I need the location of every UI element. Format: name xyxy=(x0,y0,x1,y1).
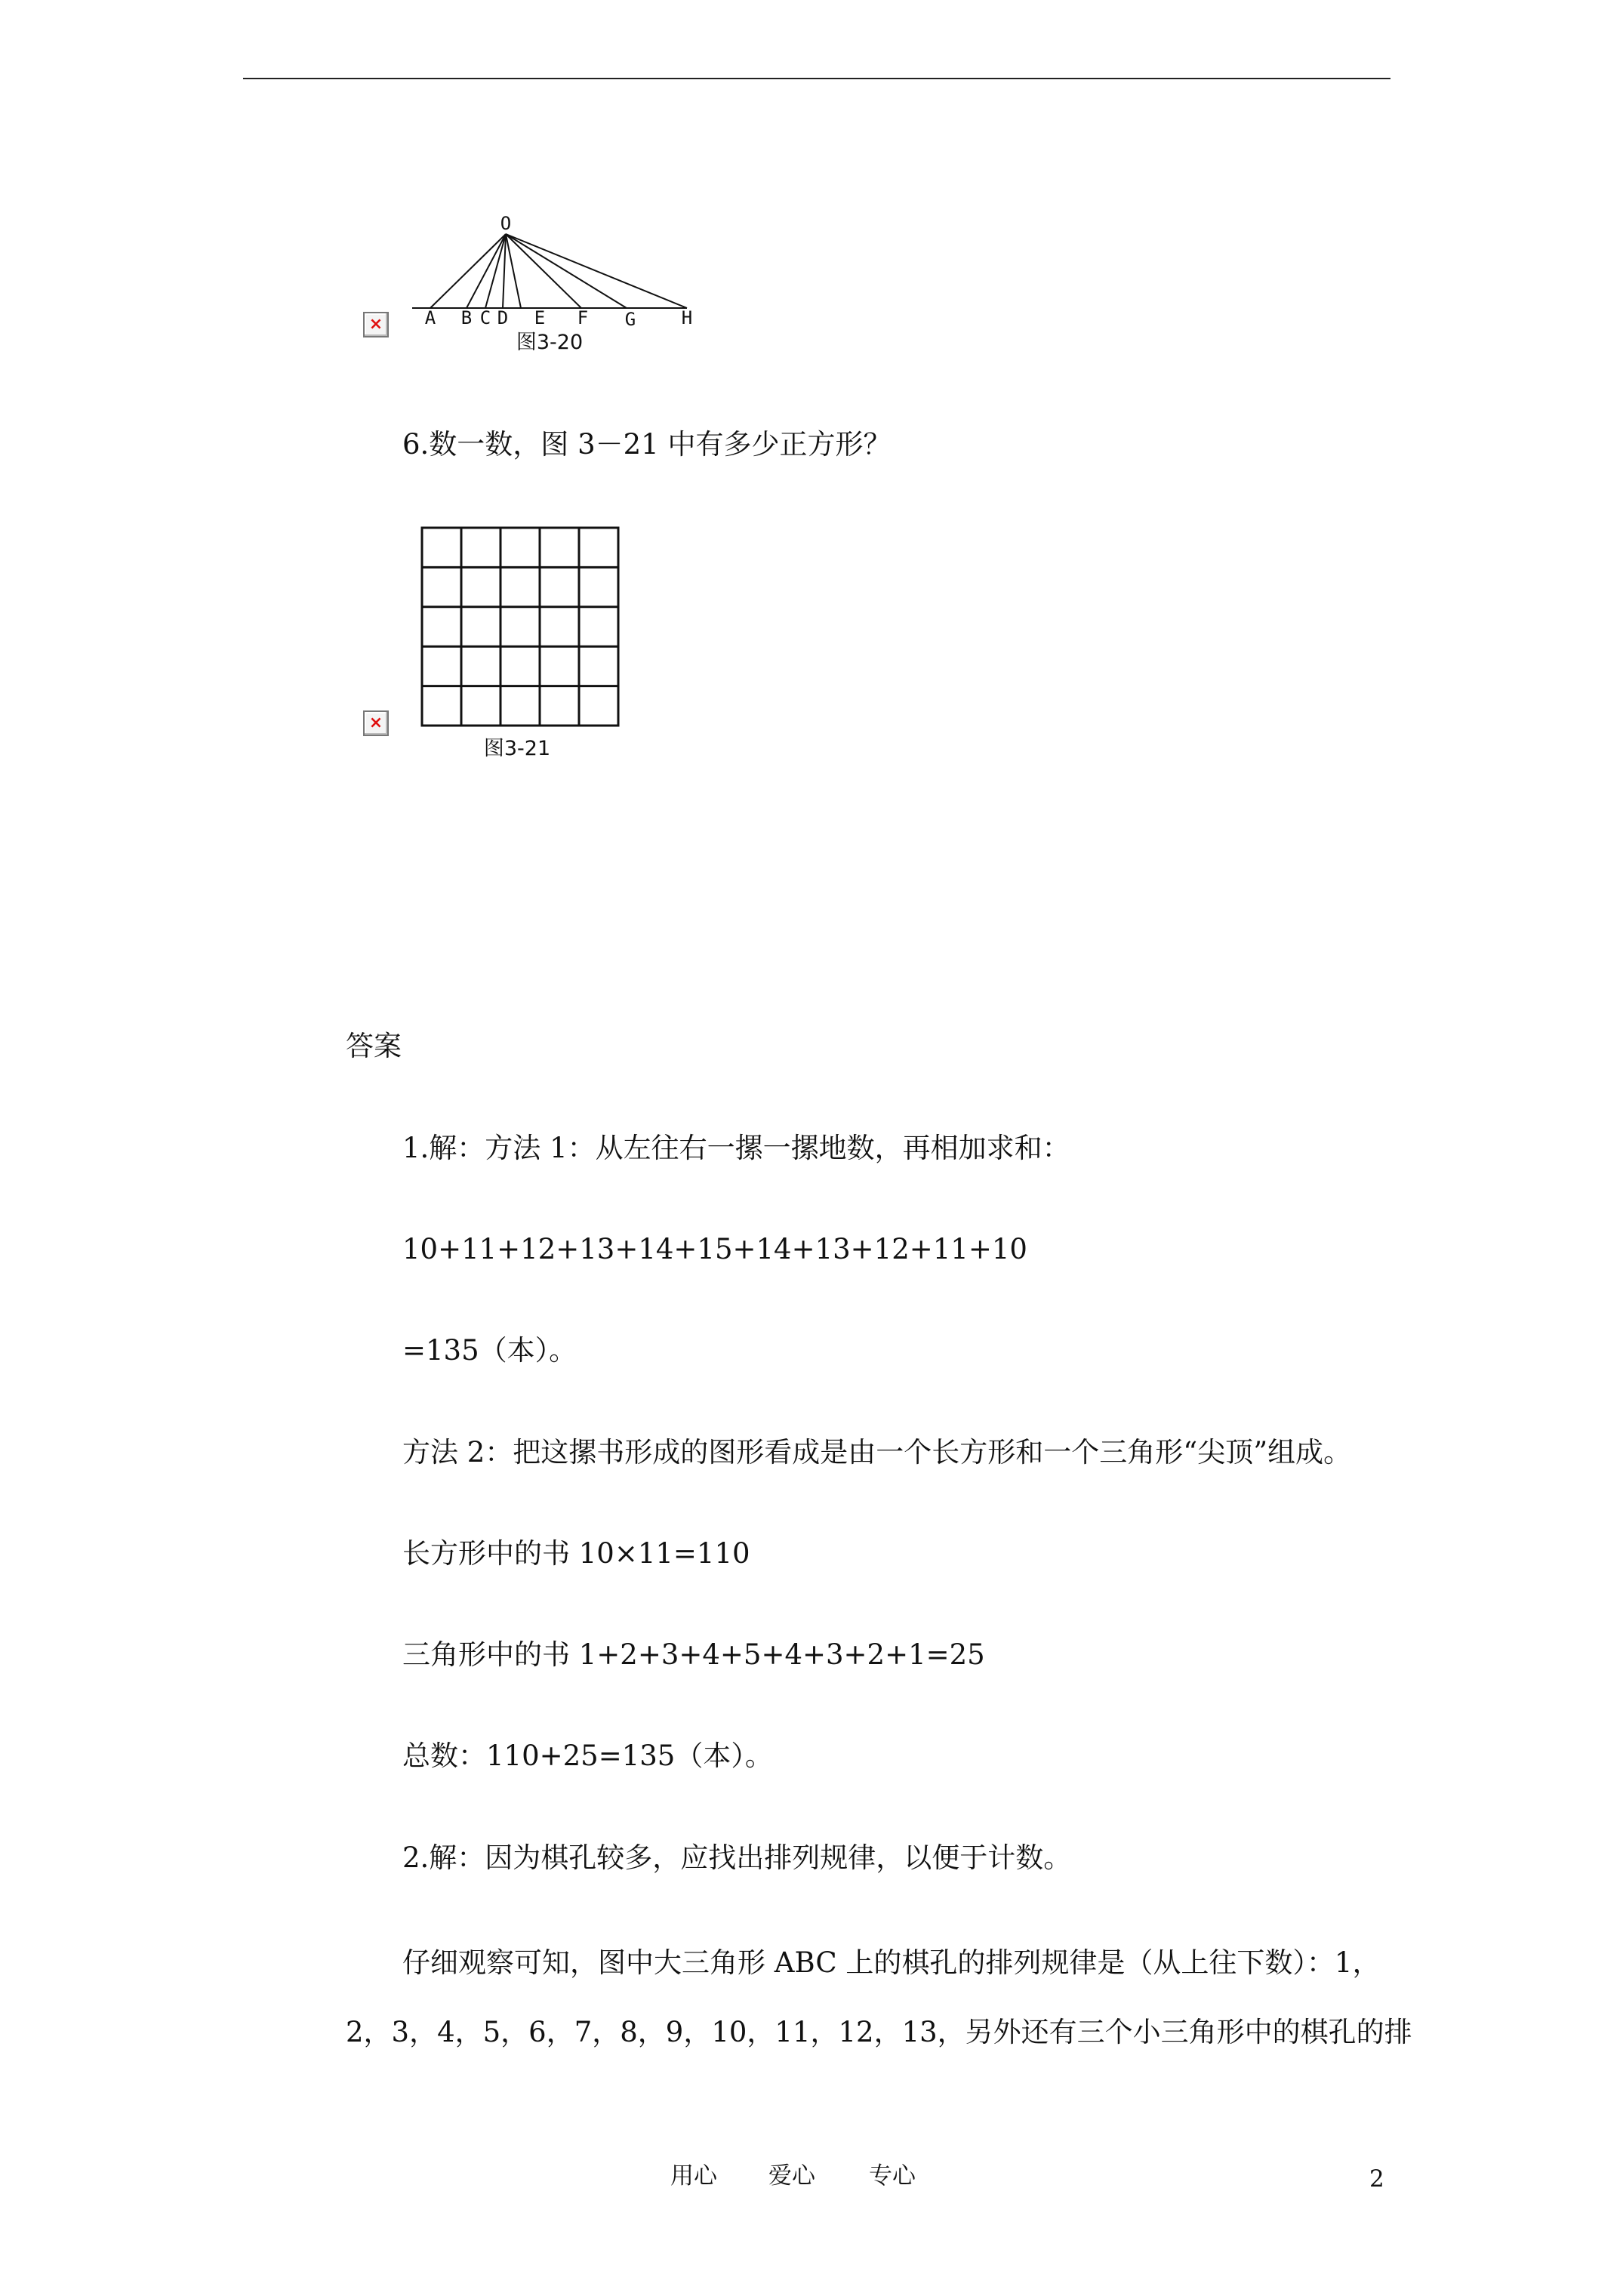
answer-line: =135（本）。 xyxy=(402,1334,577,1367)
answer-line: 2.解：因为棋孔较多，应找出排列规律，以便于计数。 xyxy=(402,1841,1072,1874)
answer-line: 1.解：方法 1：从左往右一摞一摞地数，再相加求和： xyxy=(402,1132,1070,1164)
figure-caption: 图3-21 xyxy=(483,737,551,760)
header-rule xyxy=(243,78,1390,79)
footer-item: 用心 xyxy=(670,2162,717,2190)
answer-line: 长方形中的书 10×11=110 xyxy=(402,1537,750,1570)
point-label-c: C xyxy=(479,307,491,328)
point-label-a: A xyxy=(424,307,436,328)
answer-line: 三角形中的书 1+2+3+4+5+4+3+2+1=25 xyxy=(402,1638,985,1671)
broken-image-icon: × xyxy=(363,312,389,337)
ray-oa xyxy=(430,234,506,308)
answer-line: 总数：110+25=135（本）。 xyxy=(402,1740,773,1772)
figure-3-20 xyxy=(408,208,710,359)
point-label-g: G xyxy=(624,309,636,330)
footer-item: 爱心 xyxy=(768,2162,815,2190)
answers-heading: 答案 xyxy=(346,1030,402,1062)
point-label-e: E xyxy=(534,307,546,328)
point-label-b: B xyxy=(460,307,473,328)
point-label-o: O xyxy=(500,213,512,234)
square-grid xyxy=(422,528,618,726)
page-number: 2 xyxy=(1369,2165,1384,2193)
point-label-f: F xyxy=(577,307,589,328)
ray-ob xyxy=(467,234,506,308)
ray-oe xyxy=(506,234,521,308)
figure-caption: 图3-20 xyxy=(516,331,584,354)
ray-oh xyxy=(506,234,687,308)
answer-line: 方法 2：把这摞书形成的图形看成是由一个长方形和一个三角形“尖顶”组成。 xyxy=(402,1436,1352,1469)
answer-line: 2，3，4，5，6，7，8，9，10，11，12，13，另外还有三个小三角形中的棋孔的排 xyxy=(346,2016,1412,2048)
footer-item: 专心 xyxy=(869,2162,916,2190)
broken-image-icon: × xyxy=(363,710,389,736)
answer-line: 10+11+12+13+14+15+14+13+12+11+10 xyxy=(402,1233,1027,1265)
figure-3-21 xyxy=(419,525,623,766)
answer-line: 仔细观察可知，图中大三角形 ABC 上的棋孔的排列规律是（从上往下数）：1， xyxy=(402,1946,1381,1979)
ray-og xyxy=(506,234,627,308)
point-label-h: H xyxy=(681,307,693,328)
point-label-d: D xyxy=(497,307,509,328)
question-6: 6.数一数，图 3－21 中有多少正方形？ xyxy=(402,428,892,461)
fan-lines xyxy=(412,234,687,308)
ray-of xyxy=(506,234,581,308)
